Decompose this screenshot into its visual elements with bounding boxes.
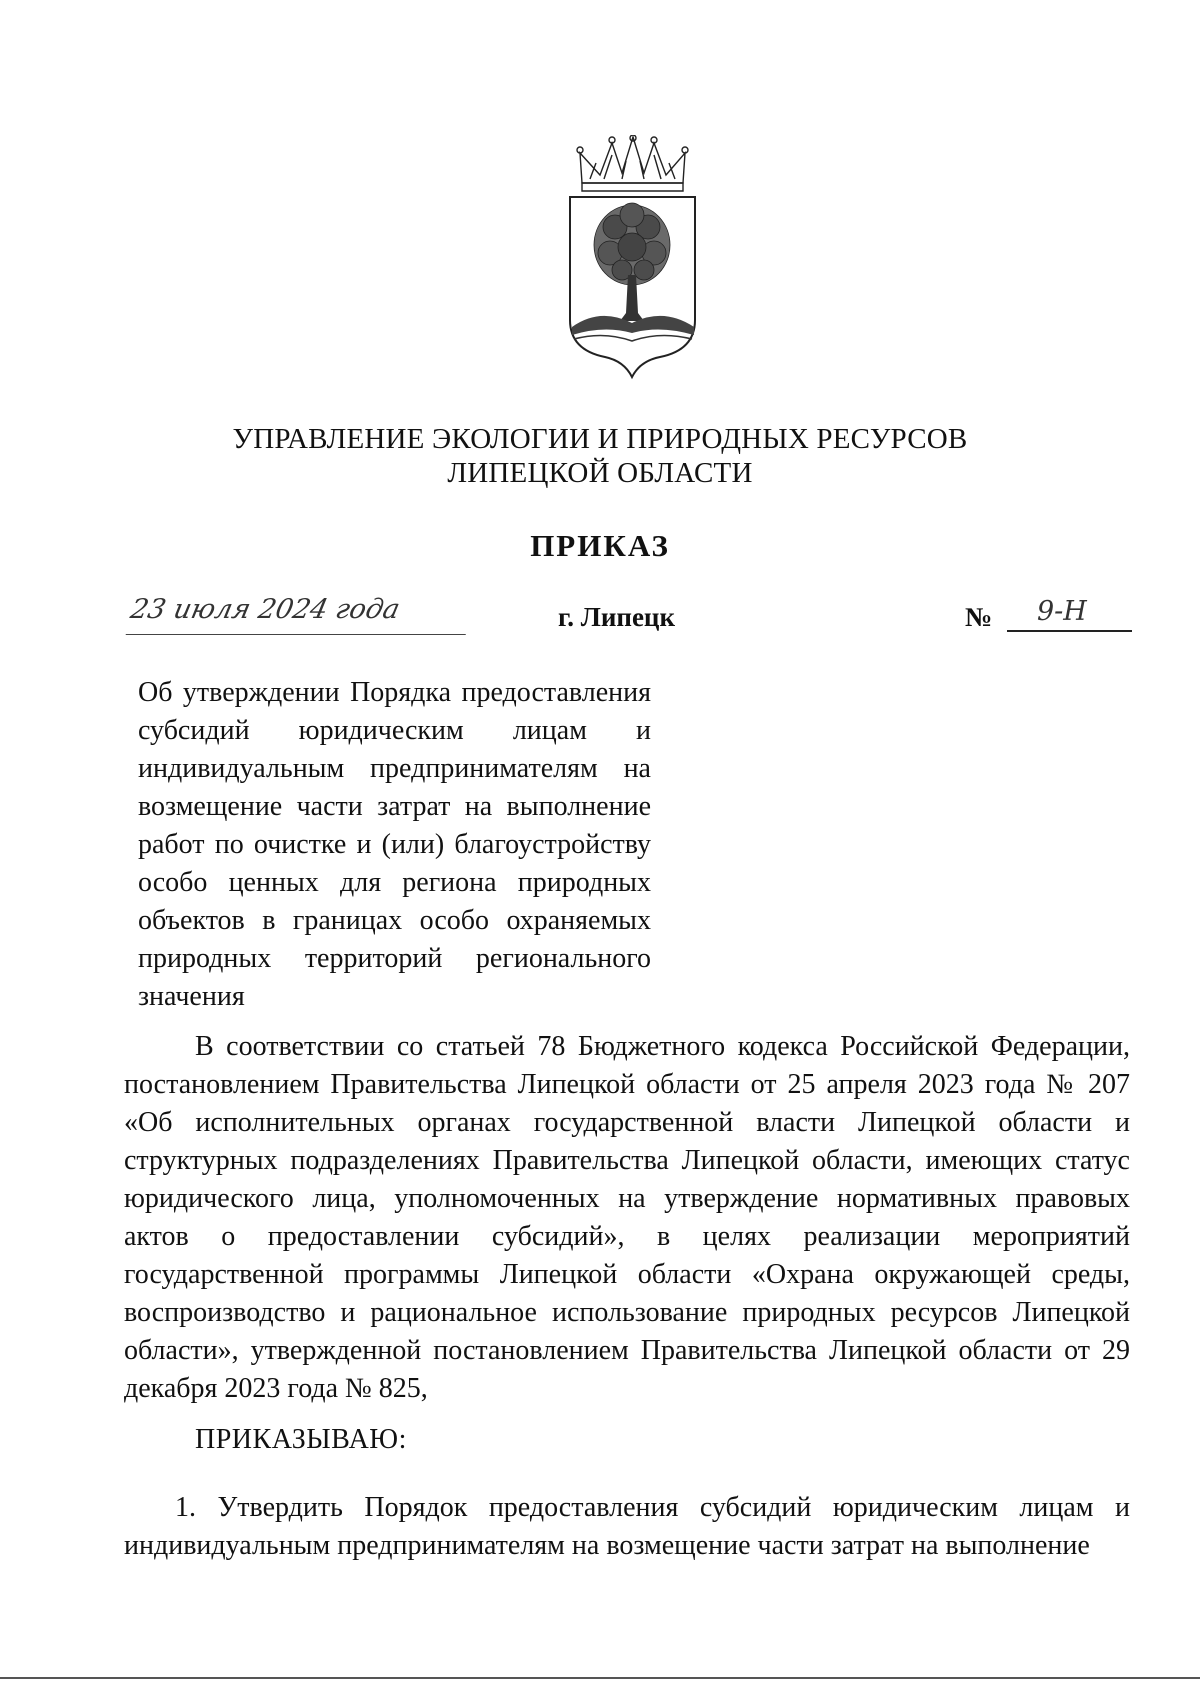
page-bottom-rule	[0, 1677, 1200, 1679]
order-item-1: 1. Утвердить Порядок предоставления субсидий юридическим лицам и индивидуальным предпринимателям на возмещение части затрат на выполнение	[124, 1492, 1130, 1561]
number-value: 9-Н	[1007, 596, 1132, 632]
document-date: 23 июля 2024 года	[126, 594, 475, 635]
number-label: №	[965, 602, 993, 632]
basis-paragraph: В соответствии со статьей 78 Бюджетного кодекса Российской Федерации, постановлением Правительства Липецкой области от 25 апреля 2023 года № 207 «Об исполнительных органах государственной власти Липецкой области и структурных подразделениях Правительства Липецкой области, имеющих статус юридического лица, уполномоченных на утверждение нормативных правовых актов о предоставлении субсидий», в целях реализации мероприятий государственной программы Липецкой области «Охрана окружающей среды, воспроизводство и рациональное использование природных ресурсов Липецкой области», утвержденной постановлением Правительства Липецкой области от 29 декабря 2023 года № 825,	[124, 1031, 1130, 1404]
organization-name-line2: ЛИПЕЦКОЙ ОБЛАСТИ	[447, 457, 753, 489]
document-type-title: ПРИКАЗ	[530, 528, 670, 563]
document-number	[965, 596, 1135, 634]
document-subject: Об утверждении Порядка предоставления субсидий юридическим лицам и индивидуальным предпринимателям на возмещение части затрат на выполнение работ по очистке и (или) благоустройству особо ценных для региона природных объектов в границах особо охраняемых природных территорий регионального значения	[138, 677, 651, 1012]
organization-name	[0, 422, 1200, 490]
lipetsk-coat-of-arms-icon	[560, 135, 705, 385]
document-city: г. Липецк	[558, 602, 676, 632]
order-word: ПРИКАЗЫВАЮ:	[195, 1424, 407, 1455]
organization-name-line1: УПРАВЛЕНИЕ ЭКОЛОГИИ И ПРИРОДНЫХ РЕСУРСОВ	[232, 423, 968, 455]
